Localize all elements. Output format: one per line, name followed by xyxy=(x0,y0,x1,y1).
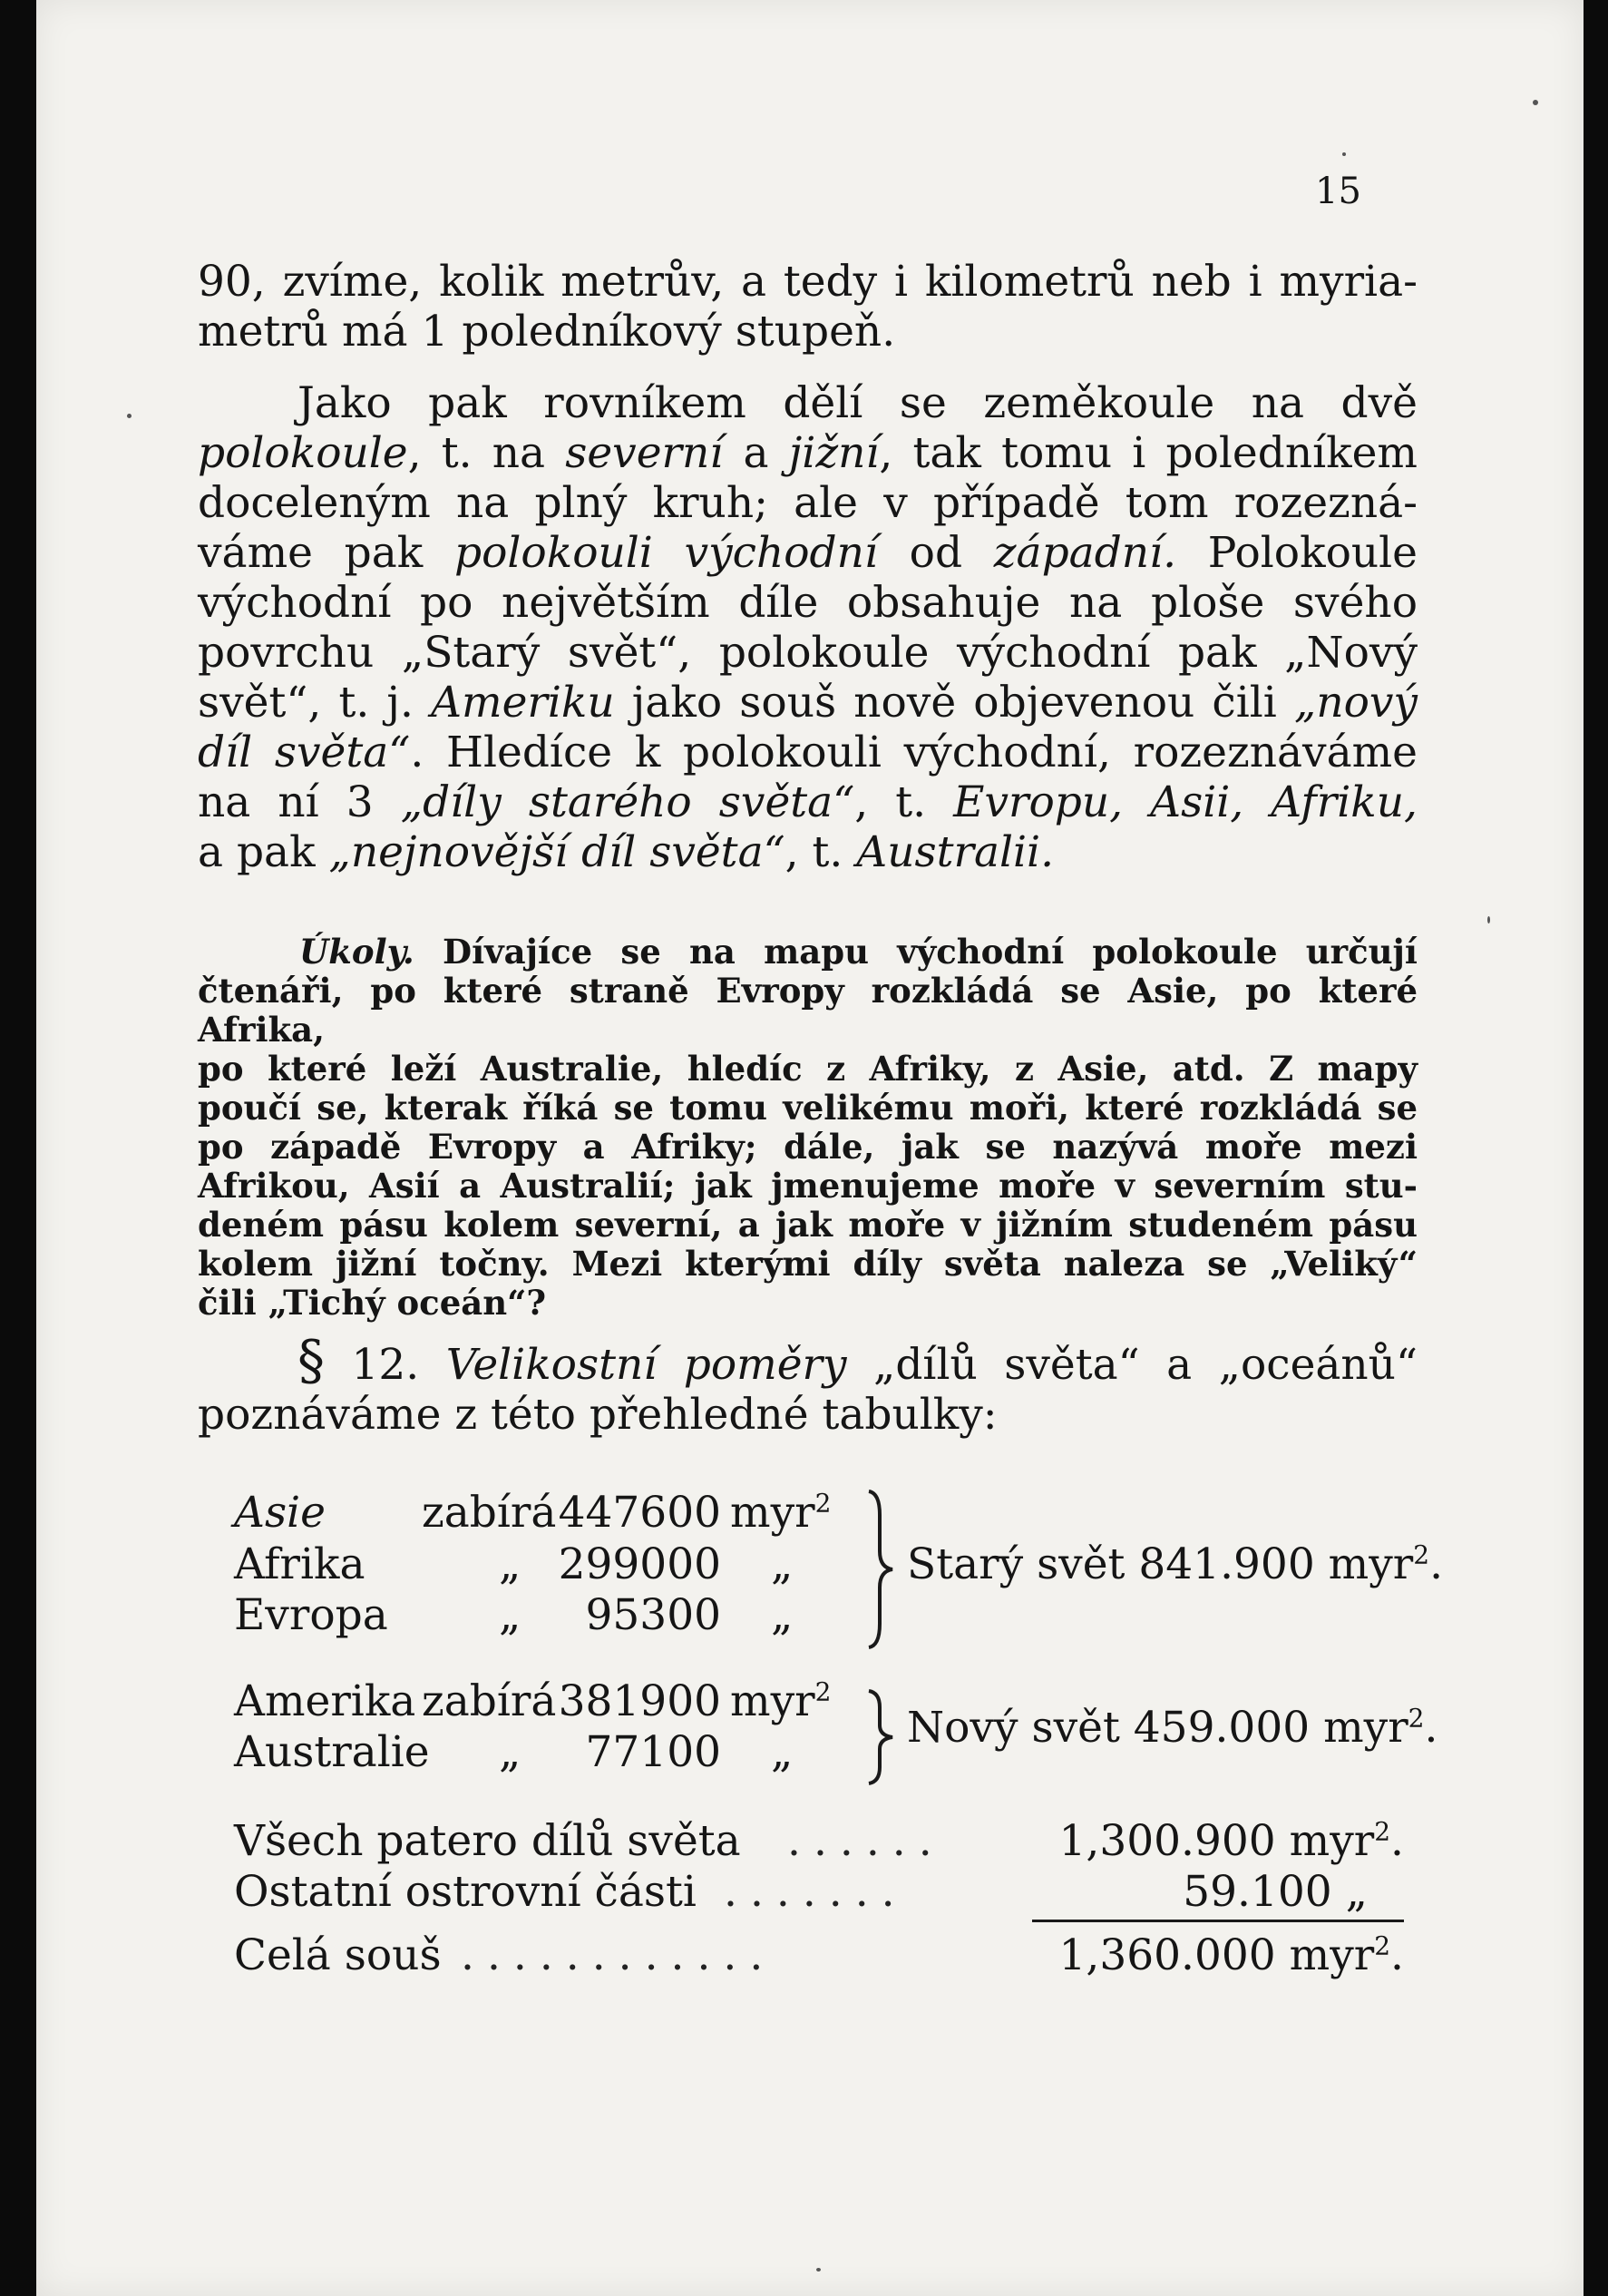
text-line: po západě Evropy a Afriky; dále, jak se nazývá moře mezi xyxy=(198,1127,1418,1167)
old-world-sum: Starý svět 841.900 myr$^2$. xyxy=(907,1539,1444,1589)
section-sign: § xyxy=(297,1329,325,1392)
sum-rule xyxy=(1032,1920,1404,1922)
row-area: 95300 xyxy=(585,1590,721,1640)
total-value: 1,360.000 myr$^2$. xyxy=(1058,1930,1404,1980)
row-area: 447600 xyxy=(558,1488,721,1538)
total-label: Celá souš xyxy=(234,1930,442,1980)
paragraph-hemispheres xyxy=(198,378,1418,877)
row-unit: myr$^2$ xyxy=(730,1676,832,1726)
paragraph-continuation xyxy=(198,257,1418,357)
text-line: deném pásu kolem severní, a jak moře v jižním studeném pásu xyxy=(198,1205,1418,1245)
brace-old-world xyxy=(862,1488,898,1651)
text-line: na ní 3 „díly starého světa“, t. Evropu, Asii, Afriku, xyxy=(198,777,1418,827)
row-area: 77100 xyxy=(585,1727,721,1777)
row-area: 381900 xyxy=(558,1676,721,1726)
text-line: a pak „nejnovější díl světa“, t. Australii. xyxy=(198,827,1055,877)
leader-dots: ....... xyxy=(724,1867,908,1917)
total-label: Ostatní ostrovní části xyxy=(234,1867,697,1917)
text-line: polokoule, t. na severní a jižní, tak tomu i poledníkem xyxy=(198,428,1418,478)
section-title: Velikostní poměry xyxy=(445,1340,847,1390)
text-line: poznáváme z této přehledné tabulky: xyxy=(198,1390,998,1440)
text-line: Afrikou, Asií a Australií; jak jmenujeme moře v severním stu- xyxy=(198,1166,1418,1206)
row-unit: myr$^2$ xyxy=(730,1488,832,1538)
text-line: doceleným na plný kruh; ale v případě tom rozezná- xyxy=(198,478,1418,528)
total-value: 1,300.900 myr$^2$. xyxy=(1058,1816,1404,1866)
brace-new-world xyxy=(862,1687,898,1787)
text-line: metrů má 1 poledníkový stupeň. xyxy=(198,307,896,357)
new-world-sum: Nový svět 459.000 myr$^2$. xyxy=(907,1703,1438,1753)
tasks-label: Úkoly. xyxy=(299,932,414,972)
text-line: Jako pak rovníkem dělí se zeměkoule na dvě xyxy=(297,378,1418,428)
row-unit: „ xyxy=(771,1727,794,1777)
row-name: Amerika xyxy=(234,1676,416,1726)
text-line: poučí se, kterak říká se tomu velikému moři, které rozkládá se xyxy=(198,1088,1418,1128)
text-line: po které leží Australie, hledíc z Afriky, z Asie, atd. Z mapy xyxy=(198,1049,1418,1089)
row-name: Australie xyxy=(234,1727,430,1777)
section-heading-line: § 12. Velikostní poměry „dílů světa“ a „oceánů“ xyxy=(297,1329,1418,1392)
row-verb: zabírá xyxy=(422,1488,557,1538)
row-verb: zabírá xyxy=(422,1676,557,1726)
row-verb: „ xyxy=(499,1539,521,1589)
page-number: 15 xyxy=(1315,171,1361,212)
row-unit: „ xyxy=(771,1590,794,1640)
leader-dots: ...... xyxy=(787,1816,945,1866)
total-value: 59.100 „ xyxy=(1183,1867,1368,1917)
row-name: Evropa xyxy=(234,1590,388,1640)
text-line: váme pak polokouli východní od západní. Polokoule xyxy=(198,528,1418,578)
tasks-paragraph xyxy=(198,933,1418,1323)
row-name: Asie xyxy=(234,1488,326,1538)
row-area: 299000 xyxy=(558,1539,721,1589)
row-unit: „ xyxy=(771,1539,794,1589)
text-line: východní po největším díle obsahuje na ploše svého xyxy=(198,578,1418,628)
text-line: čili „Tichý oceán“? xyxy=(198,1283,547,1323)
text-line: 90, zvíme, kolik metrův, a tedy i kilometrů neb i myria- xyxy=(198,257,1418,307)
text-line: Úkoly. Dívajíce se na mapu východní polokoule určují xyxy=(299,932,1418,972)
total-label: Všech patero dílů světa xyxy=(234,1816,741,1866)
text-line: povrchu „Starý svět“, polokoule východní pak „Nový xyxy=(198,628,1418,678)
text-line: kolem jižní točny. Mezi kterými díly světa naleza se „Veliký“ xyxy=(198,1244,1418,1284)
text-line: díl světa“. Hledíce k polokouli východní, rozeznáváme xyxy=(198,728,1418,777)
row-verb: „ xyxy=(499,1590,521,1640)
text-line: svět“, t. j. Ameriku jako souš nově objevenou čili „nový xyxy=(198,678,1418,728)
leader-dots: ............ xyxy=(461,1930,776,1980)
row-verb: „ xyxy=(499,1727,521,1777)
row-name: Afrika xyxy=(234,1539,365,1589)
section-12 xyxy=(198,1329,1418,1440)
text-line: čtenáři, po které straně Evropy rozkládá se Asie, po které Afrika, xyxy=(198,971,1418,1050)
